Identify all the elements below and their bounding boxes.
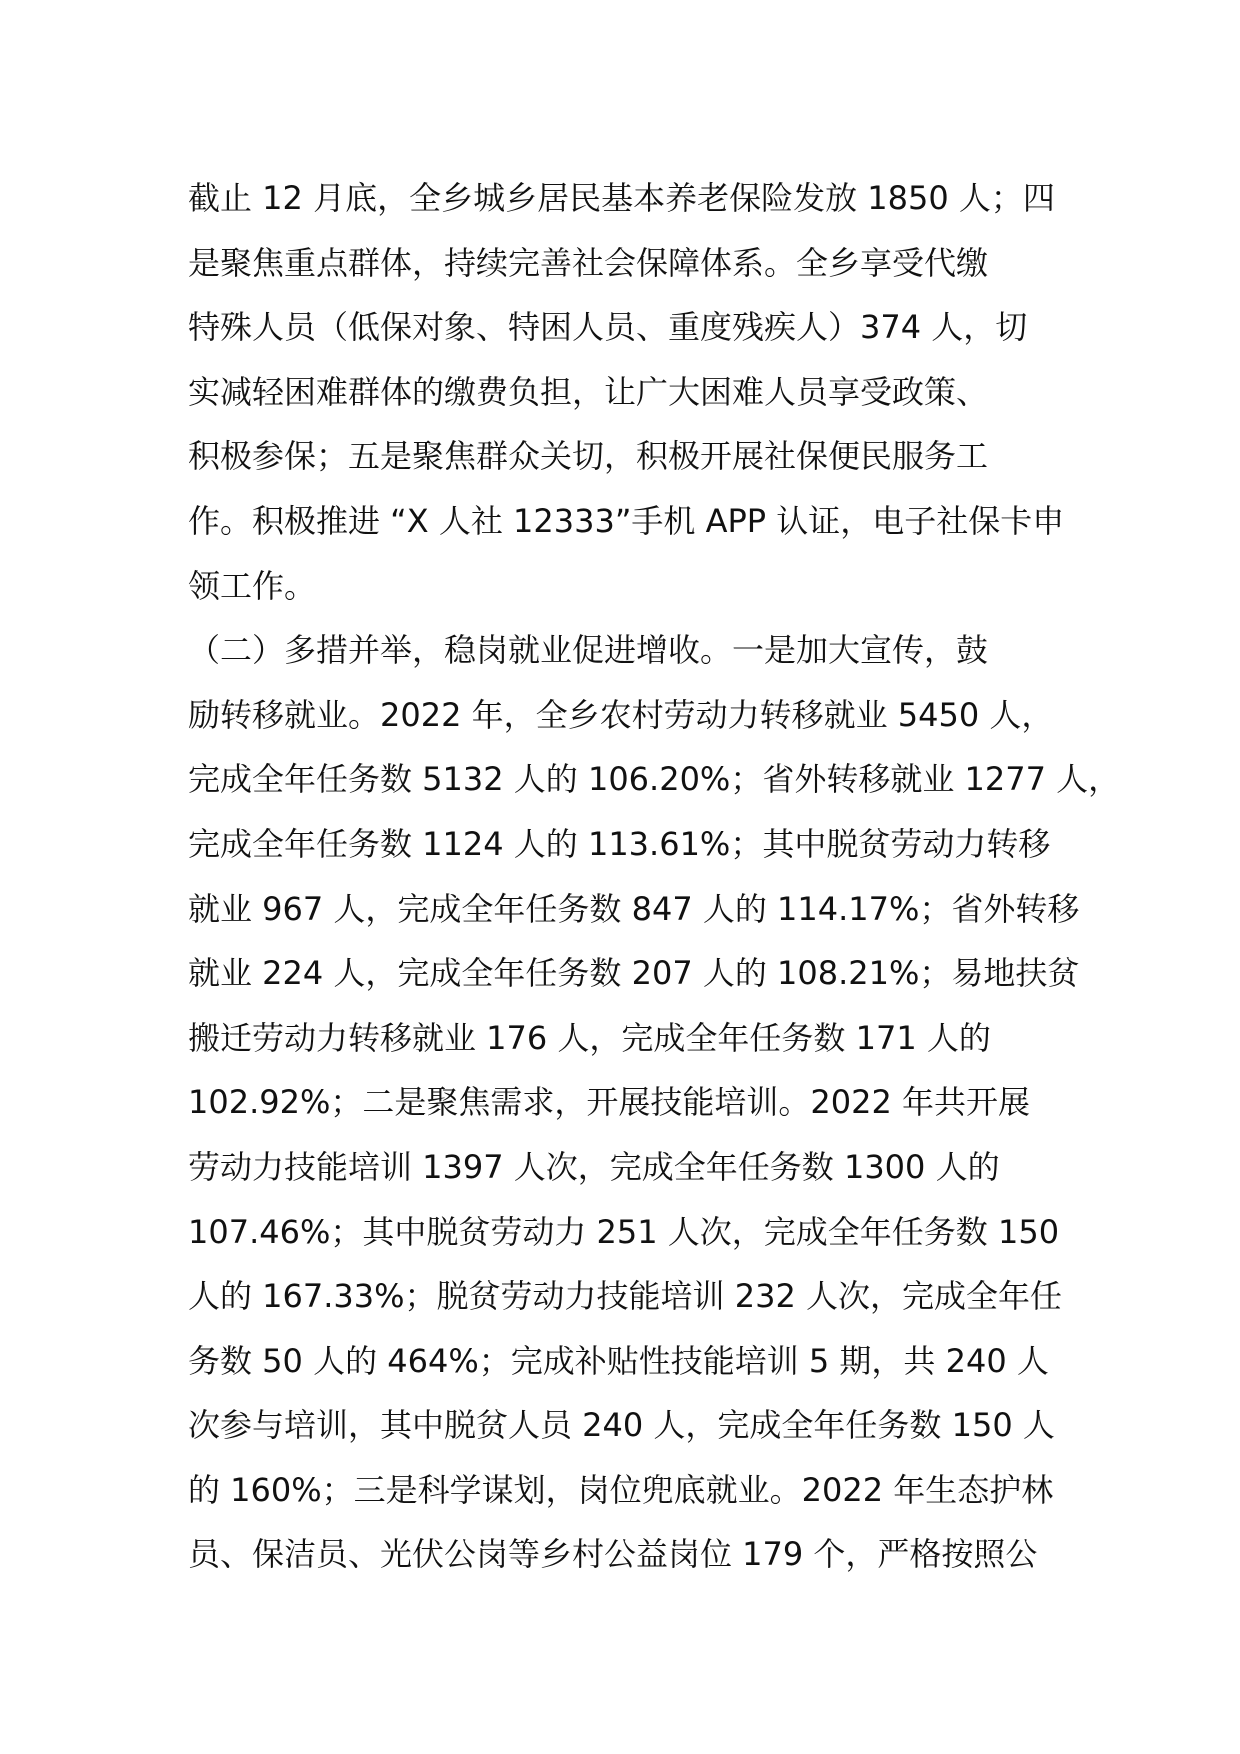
text-line: 次参与培训，其中脱贫人员 240 人，完成全年任务数 150 人 bbox=[188, 1406, 1055, 1445]
text-line: 就业 967 人，完成全年任务数 847 人的 114.17%；省外转移 bbox=[188, 889, 1080, 928]
text-line: 作。积极推进 “X 人社 12333”手机 APP 认证，电子社保卡申 bbox=[188, 501, 1065, 540]
text-line: 107.46%；其中脱贫劳动力 251 人次，完成全年任务数 150 bbox=[188, 1212, 1060, 1251]
text-line: 劳动力技能培训 1397 人次，完成全年任务数 1300 人的 bbox=[188, 1147, 1000, 1186]
text-line: 是聚焦重点群体，持续完善社会保障体系。全乡享受代缴 bbox=[188, 243, 989, 282]
text-line: 的 160%；三是科学谋划，岗位兜底就业。2022 年生态护林 bbox=[188, 1470, 1054, 1509]
text-line: 完成全年任务数 5132 人的 106.20%；省外转移就业 1277 人， bbox=[188, 760, 1121, 799]
text-line: 领工作。 bbox=[188, 566, 317, 605]
text-line: 特殊人员（低保对象、特困人员、重度残疾人）374 人，切 bbox=[188, 308, 1028, 347]
text-line: 102.92%；二是聚焦需求，开展技能培训。2022 年共开展 bbox=[188, 1083, 1030, 1122]
text-line: 务数 50 人的 464%；完成补贴性技能培训 5 期，共 240 人 bbox=[188, 1341, 1049, 1380]
text-line: 积极参保；五是聚焦群众关切，积极开展社保便民服务工 bbox=[188, 437, 989, 476]
body-text bbox=[188, 166, 1121, 1587]
text-line: 截止 12 月底，全乡城乡居民基本养老保险发放 1850 人；四 bbox=[188, 179, 1055, 217]
section-heading-line: （二）多措并举，稳岗就业促进增收。一是加大宣传，鼓 bbox=[188, 631, 989, 670]
text-line: 人的 167.33%；脱贫劳动力技能培训 232 人次，完成全年任 bbox=[188, 1277, 1062, 1316]
text-line: 励转移就业。2022 年，全乡农村劳动力转移就业 5450 人， bbox=[188, 695, 1054, 734]
text-line: 搬迁劳动力转移就业 176 人，完成全年任务数 171 人的 bbox=[188, 1018, 991, 1057]
text-line: 员、保洁员、光伏公岗等乡村公益岗位 179 个，严格按照公 bbox=[188, 1535, 1038, 1574]
text-line: 完成全年任务数 1124 人的 113.61%；其中脱贫劳动力转移 bbox=[188, 824, 1051, 863]
text-line: 实减轻困难群体的缴费负担，让广大困难人员享受政策、 bbox=[188, 372, 989, 411]
text-line: 就业 224 人，完成全年任务数 207 人的 108.21%；易地扶贫 bbox=[188, 954, 1080, 993]
